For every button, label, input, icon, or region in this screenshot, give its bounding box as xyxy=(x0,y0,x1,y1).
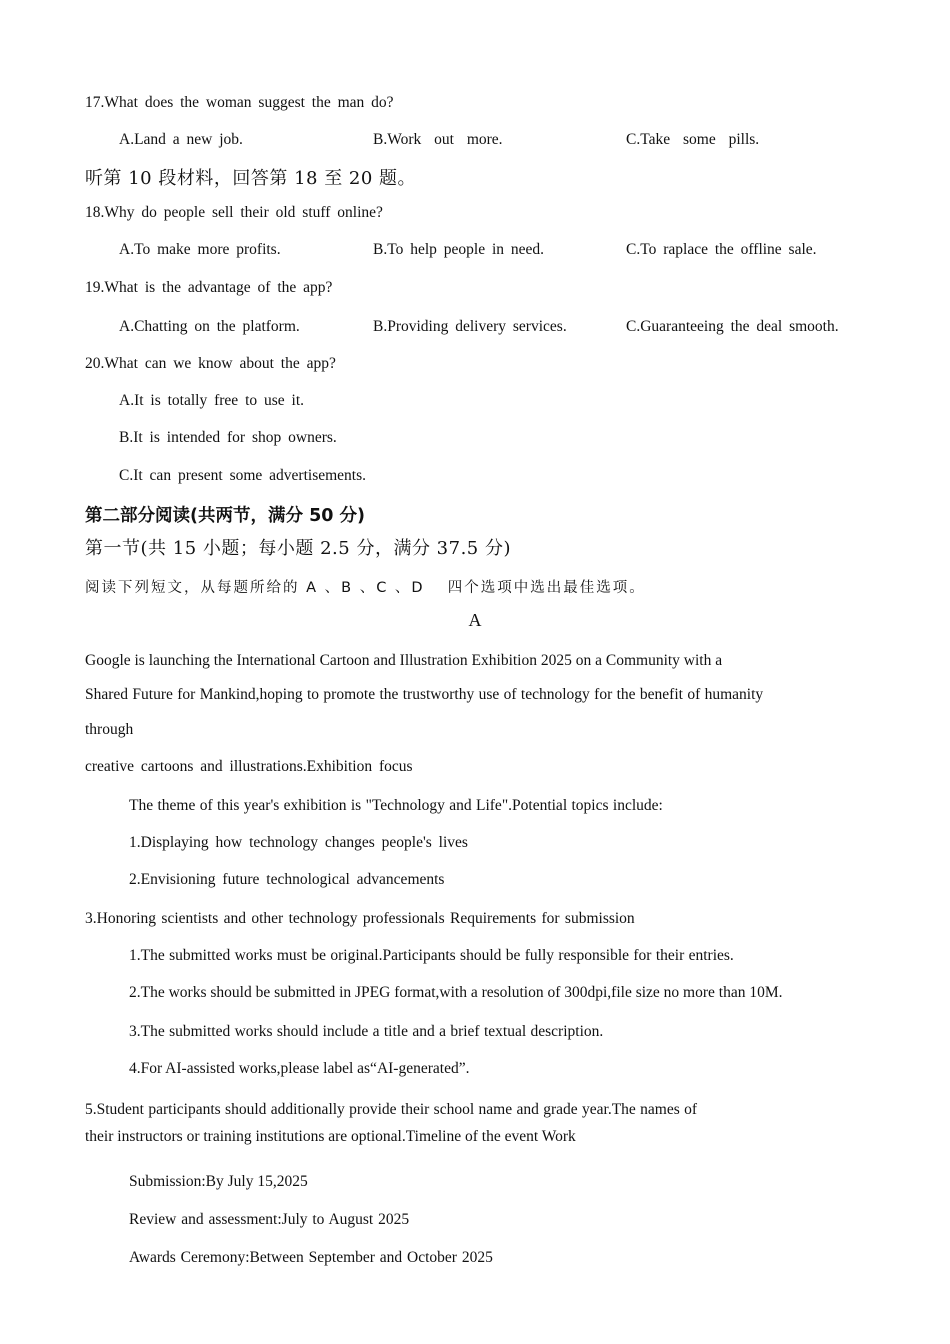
passage-line: 3.The submitted works should include a title and a brief textual description. xyxy=(129,1023,604,1040)
passage-line: through xyxy=(85,721,134,738)
section-10-heading: 听第 10 段材料，回答第 18 至 20 题。 xyxy=(85,168,417,189)
q17-option-c: C.Take some pills. xyxy=(626,131,760,148)
passage-line: Awards Ceremony:Between September and October 2025 xyxy=(129,1249,493,1266)
passage-line: 2.The works should be submitted in JPEG format,with a resolution of 300dpi,file size no more than 10M. xyxy=(129,984,783,1001)
part-two-title: 第二部分阅读(共两节，满分 50 分) xyxy=(85,506,366,526)
q18-option-c: C.To raplace the offline sale. xyxy=(626,241,817,258)
q19-option-a: A.Chatting on the platform. xyxy=(119,318,300,335)
q19-option-c: C.Guaranteeing the deal smooth. xyxy=(626,318,839,335)
passage-label: A xyxy=(468,610,482,630)
passage-line: 4.For AI-assisted works,please label as“AI-generated”. xyxy=(129,1060,470,1077)
q18-option-a: A.To make more profits. xyxy=(119,241,281,258)
passage-line: 5.Student participants should additionally provide their school name and grade year.The names of xyxy=(85,1101,698,1118)
passage-line: 1.Displaying how technology changes people's lives xyxy=(129,834,468,851)
passage-line: Google is launching the International Cartoon and Illustration Exhibition 2025 on a Community with a xyxy=(85,652,723,669)
question-19: 19.What is the advantage of the app? xyxy=(85,279,333,296)
q19-option-b: B.Providing delivery services. xyxy=(373,318,567,335)
q20-option-c: C.It can present some advertisements. xyxy=(119,467,367,484)
passage-line: Submission:By July 15,2025 xyxy=(129,1173,308,1190)
passage-line: 3.Honoring scientists and other technology professionals Requirements for submission xyxy=(85,910,635,927)
question-20: 20.What can we know about the app? xyxy=(85,355,336,372)
q17-option-b: B.Work out more. xyxy=(373,131,503,148)
q17-option-a: A.Land a new job. xyxy=(119,131,243,148)
q20-option-a: A.It is totally free to use it. xyxy=(119,392,305,409)
passage-line: their instructors or training institutions are optional.Timeline of the event Work xyxy=(85,1128,576,1145)
passage-line: 2.Envisioning future technological advancements xyxy=(129,871,445,888)
section-one-title: 第一节(共 15 小题；每小题 2.5 分，满分 37.5 分) xyxy=(85,538,511,559)
question-17: 17.What does the woman suggest the man do? xyxy=(85,94,394,111)
passage-line: The theme of this year's exhibition is "Technology and Life".Potential topics include: xyxy=(129,797,663,814)
q18-option-b: B.To help people in need. xyxy=(373,241,545,258)
passage-line: Review and assessment:July to August 2025 xyxy=(129,1211,410,1228)
passage-line: creative cartoons and illustrations.Exhibition focus xyxy=(85,758,413,775)
q20-option-b: B.It is intended for shop owners. xyxy=(119,429,337,446)
reading-instruction: 阅读下列短文，从每题所给的 A 、B 、C 、D 四个选项中选出最佳选项。 xyxy=(85,580,646,596)
question-18: 18.Why do people sell their old stuff online? xyxy=(85,204,383,221)
passage-line: Shared Future for Mankind,hoping to promote the trustworthy use of technology for the benefit of humanity xyxy=(85,686,764,703)
passage-line: 1.The submitted works must be original.Participants should be fully responsible for their entries. xyxy=(129,947,734,964)
